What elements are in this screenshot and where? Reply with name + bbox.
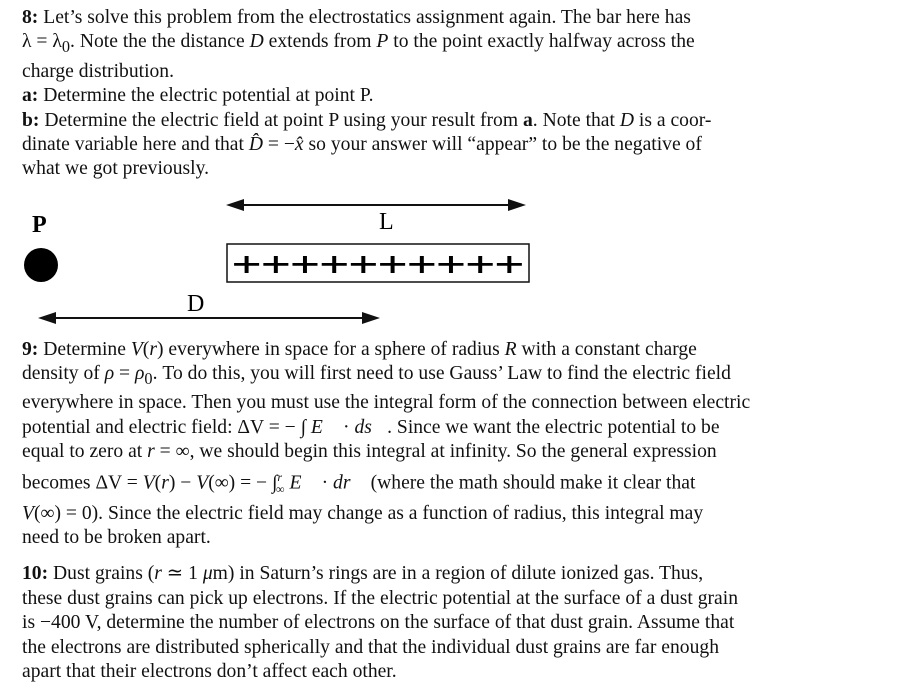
problem-8 — [22, 6, 842, 182]
charged-bar-figure — [22, 182, 842, 332]
problem-9-statement: 9: Determine V(r) everywhere in space for a sphere of radius R with a constant charge density of $\rho = \rho_0$. To do this, you will first need to use Gauss’ Law to find the electric field everywhere in space. Then you must use the integral form of the connection between electric potential and electric field: ΔV = − ∫ E⃗ · ds⃗. Since we want the electric potential to be equal to zero at r = ∞, we should begin this integral at infinity. So the general expression becomes ΔV = V(r) − V(∞) = − ∫$^r_\infty$ E⃗ · dr⃗ (where the math should make it clear that V(∞) = 0). Since the electric field may change as a function of radius, this integral may need to be broken apart. — [22, 338, 751, 548]
bar-charges: ++++++++++ — [232, 243, 524, 283]
part-a-text: Determine the electric potential at point P. — [38, 85, 374, 107]
label-D: D — [187, 290, 205, 317]
problem-9 — [22, 338, 842, 551]
problem-8-statement: 8: Let’s solve this problem from the electrostatics assignment again. The bar here has $\lambda = \lambda_0$. Note the the distance D extends from P to the point exactly halfway across the charge distribution. a: Determine the electric potential at point P. b: Determine the electric field at point P using your result from a. Note that D is a coor- dinate variable here and that D̂ = −x̂ so your answer will “appear” to be the negative of what we got previously. — [22, 7, 712, 180]
problem-number: 8: — [22, 7, 39, 28]
problem-number: 10: — [22, 563, 49, 585]
problem-10-statement: 10: Dust grains (r ≃ 1 μm) in Saturn’s rings are in a region of dilute ionized gas. Thus, these dust grains can pick up electrons. If the electric potential at the surface of a dust grain is −400 V, determine the number of electrons on the surface of that dust grain. Assume that the electrons are distributed spherically and that the individual dust grains are far enough apart that their electrons don’t affect each other. — [22, 563, 738, 682]
figure-drawing — [22, 182, 842, 332]
document-page — [22, 6, 842, 684]
label-P: P — [32, 211, 47, 238]
problem-number: 9: — [22, 338, 39, 360]
part-a-label: a: — [22, 85, 39, 107]
distance-arrow — [38, 312, 380, 324]
point-P — [24, 248, 58, 282]
label-L: L — [379, 208, 394, 235]
part-b-label: b: — [22, 109, 40, 131]
length-arrow — [226, 199, 526, 211]
problem-10 — [22, 562, 842, 684]
